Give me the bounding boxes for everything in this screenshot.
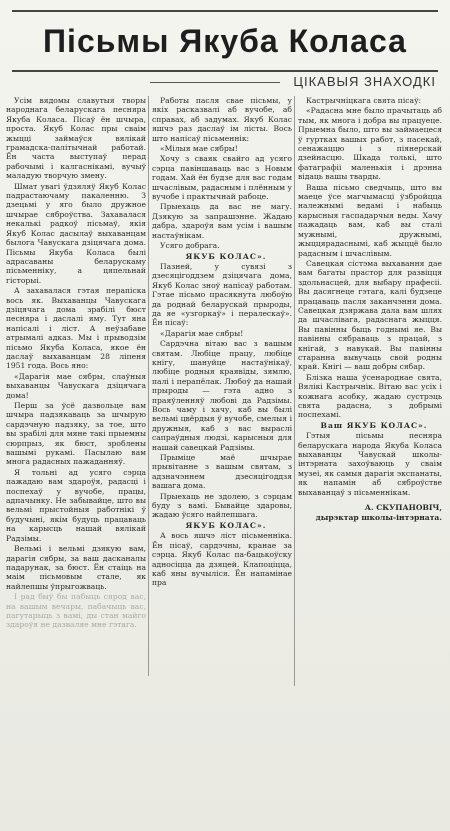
paragraph: І рад быў бы пабыць сярод вас, на вашым вечары, пабачыць вас, пагутарыць з вамі, ды стан майго здароўя не дазваляе мне гэтага. [6, 592, 146, 630]
paragraph: Шмат увагі ўдзяляў Якуб Колас падрастаючаму пакаленню. З дзецьмі у яго было дружное шчырае сяброўства. Захавалася некалькі радкоў пісьмаў, якія Якуб Колас дасылаў выхаванцам былога Чавускага дзіцячага дома. Пісьмы Якуба Коласа былі адрасаваны беларускаму пісьменніку, а цяпельнай гісторыі. [6, 181, 146, 285]
column-separator [294, 96, 295, 686]
paragraph: Работы пасля свае пісьмы, у якіх расказвалі аб вучобе, аб справах, аб задумах. Якуб Колас яшчэ раз даслаў ім лісты. Вось што напісаў пісьменнік: [152, 96, 292, 143]
article-headline [12, 10, 438, 72]
paragraph: Блізка наша ўсенароднае свята, Вялікі Кастрычнік. Вітаю вас усіх і кожнага асобку, жадаю сустрэць свята радасна, з добрымі поспехамі. [298, 372, 442, 420]
paragraph: Перш за ўсё дазвольце вам шчыра падзякаваць за шчырую сардэчную падзяку, за тое, што вы зрабілі для мяне такі прыемны сюрпрыз, як бюст, зроблены вашымі рукамі. Пасылаю вам многа радасных пажаданняў. [6, 401, 146, 467]
article-column-3 [298, 96, 442, 686]
paragraph: А захавалася гэтая перапіска вось як. Выхаванцы Чавускага дзіцячага дома зрабілі бюст песняра і даслалі яму. Тут яна напісалі і ліст. А неўзабаве атрымалі адказ. Мы і прыводзім пісьмо Якуба Коласа, якое ён даслаў выхаванцам 28 ліпеня 1951 года. Вось яно: [6, 286, 146, 371]
paragraph: Кастрычніцкага свята пісаў: [306, 96, 422, 105]
rubric-rule [150, 82, 280, 83]
paragraph: Прыміце маё шчырае прывітанне з вашым святам, з адзначэннем дзесяцігоддзя вашага дома. [152, 453, 292, 491]
letter-salutation: «Дарагія мае сябры, слаўныя выхаванцы Чавускага дзіцячага дома! [6, 371, 146, 400]
paragraph: Прыехаць да вас не магу. Дзякую за запрашэнне. Жадаю дабра, здароўя вам усім і вашым настаўнікам. [152, 202, 292, 240]
column-separator [148, 96, 149, 676]
signature: Ваш ЯКУБ КОЛАС». [320, 420, 428, 430]
paragraph: Ваша пісьмо сведчыць, што вы маеце ўсе магчымасці ўзбройцца належнымі ведамі і набыць карысныя гаспадарчыя веды. Хачу пажадаць вам, каб вы сталі мужнымі, дружнымі, жыццярадаснымі, каб жыццё было радасным і шчаслівым. [298, 182, 442, 258]
signature: ЯКУБ КОЛАС». [185, 251, 267, 261]
paragraph: Гэтыя пісьмы песняра беларускага народа Якуба Коласа выхаванцы Чавускай школы-інтэрната захоўваюць у сваім музеі, як самыя дарагія экспанаты, як напамін аб сяброўстве выхаванцаў з пісьменнікам. [298, 431, 442, 497]
author-title: дырэктар школы-інтэрната. [315, 513, 442, 523]
headline-text: Пісьмы Якуба Коласа [43, 22, 407, 59]
paragraph: Усім вядомы славутыя творы народнага беларускага песняра Якуба Коласа. Пісаў ён шчыра, проста. Якуб Колас пры сваім жыцці займаўся вялікай грамадска-палітычнай работай. Ён часта выступаў перад рабочымі і калгаснікамі, вучыў маладую творчую змену. [6, 96, 146, 181]
paragraph: Я тольні ад усяго сэрца пажадаю вам здароўя, радасці і поспехаў у вучобе, працы, адпачынку. Не забывайце, што вы вельмі прыстойныя работнікі ў будучыні, якім будуць працаваць на карысць нашай вялікай Радзімы. [6, 467, 146, 543]
paragraph: Хочу з сваяк свайго ад усяго сэрца павіншаваць вас з Новым годам. Хай ён будзе для вас годам шчаслівым, радасным і плённым у вучобе і практычнай рабоце. [152, 154, 292, 202]
rubric-label: ЦІКАВЫЯ ЗНАХОДКІ [293, 74, 436, 89]
paragraph: Сардэчна вітаю вас з вашым святам. Любіце працу, любіце кнігу, шануйце настаўнікаў, любіце родныя краявіды, зямлю, палі і перапёлак. Любоў да нашай прыроды — гэта адно з праяўленняў любові да Радзімы. Вось чаму і хачу, каб вы былі вельмі цвёрдыя ў вучобе, смелыя і дружныя, каб з вас выраслі сапраўдныя людзі, карысныя для нашай савецкай Радзімы. [152, 339, 292, 452]
signature: ЯКУБ КОЛАС». [185, 520, 267, 530]
letter-salutation: «Мілыя мае сябры! [160, 144, 238, 154]
paragraph: Савецкая сістэма выхавання дае вам багаты прастор для развіцця здольнасцей, для выбару прафесіі. Вы дасягнеце гэтага, калі будзеце працаваць пасля заканчэння дома. Савецкая дзяржава дала вам шлях да шчаслівага, радаснага жыцця. Вы павінны быць годнымі яе. Вы павінны сябраваць з працай, з кнігай, з навукай. Вы павінны старанна вывучаць свой родны край. Кнігі — ваш добры сябар. [298, 258, 442, 372]
paragraph: «Радасна мне было прачытаць аб тым, як многа і добра вы працуеце. Прыемна было, што вы займаецеся ў гуртках вашых работ, з пасекай, сенажаццю і з піянерскай дзейнасцю. Шкада толькі, што фатаграфіі маленькія і дрэнна відаць вашы тварды. [298, 106, 442, 182]
paragraph: Усяго добрага. [160, 241, 220, 251]
paragraph: А вось яшчэ ліст пісьменніка. Ён пісаў, сардэчны, кранае за сэрца. Якуб Колас па-бацькоўску адносіцца да дзяцей. Клапоціцца, каб яны вучыліся. Ён напамінае пра [152, 531, 292, 588]
article-column-2 [152, 96, 292, 671]
paragraph: Вельмі і вельмі дзякую вам, дарагія сябры, за ваш дасканалы падарунак, за бюст. Ён стаіць на маім пісьмовым стале, як найлепшы ўпрыгожваць. [6, 544, 146, 591]
paragraph: Прыехаць не здолею, з сэрцам буду з вамі. Бывайце здаровы, жадаю ўсяго найлепшага. [152, 491, 292, 520]
letter-salutation: «Дарагія мае сябры! [160, 328, 244, 338]
author-name: А. СКУПАНОВІЧ, [364, 503, 442, 513]
article-column-1 [6, 96, 146, 826]
paragraph: Пазней, у сувязі з дзесяцігоддзем дзіцячага дома, Якуб Колас зноў напісаў работам. Гэтае пісьмо прасякнута любоўю да роднай беларускай прыроды, да яе «узгоркаў» і пералескаў». Ён пісаў: [152, 261, 292, 328]
